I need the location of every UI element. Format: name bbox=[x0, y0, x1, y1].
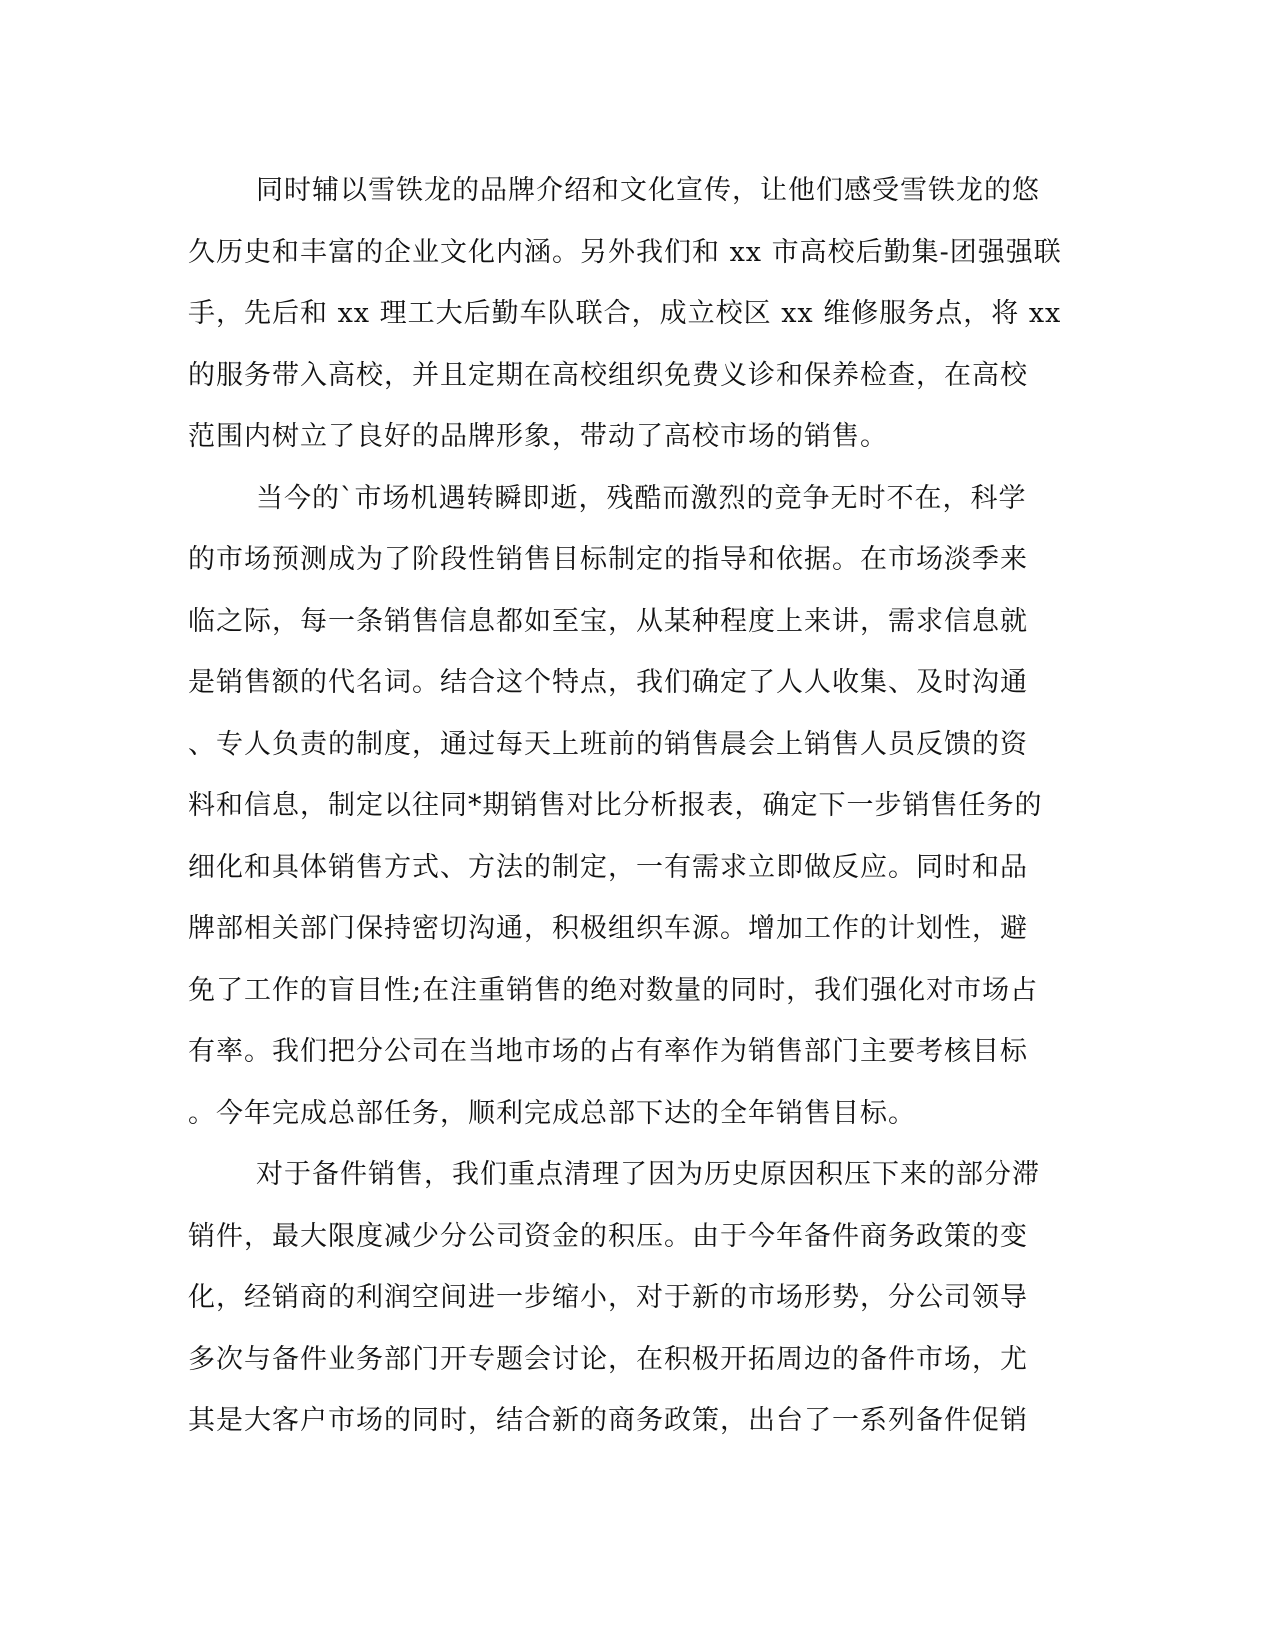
text-line: 手，先后和 xx 理工大后勤车队联合，成立校区 xx 维修服务点，将 xx bbox=[188, 298, 1062, 329]
text-line: 的市场预测成为了阶段性销售目标制定的指导和依据。在市场淡季来 bbox=[188, 544, 1028, 575]
text-line: 销件，最大限度减少分公司资金的积压。由于今年备件商务政策的变 bbox=[188, 1220, 1028, 1252]
text-line: 同时辅以雪铁龙的品牌介绍和文化宣传，让他们感受雪铁龙的悠 bbox=[256, 175, 1040, 206]
text-line: 料和信息，制定以往同*期销售对比分析报表，确定下一步销售任务的 bbox=[188, 790, 1043, 821]
text-line: 。今年完成总部任务，顺利完成总部下达的全年销售目标。 bbox=[188, 1097, 916, 1129]
text-line: 化，经销商的利润空间进一步缩小，对于新的市场形势，分公司领导 bbox=[188, 1282, 1028, 1313]
text-line: 对于备件销售，我们重点清理了因为历史原因积压下来的部分滞 bbox=[256, 1159, 1040, 1190]
paragraph-1 bbox=[188, 160, 1062, 468]
text-line: 免了工作的盲目性;在注重销售的绝对数量的同时，我们强化对市场占 bbox=[188, 974, 1039, 1006]
text-line: 的服务带入高校，并且定期在高校组织免费义诊和保养检查，在高校 bbox=[188, 359, 1028, 391]
text-line: 其是大客户市场的同时，结合新的商务政策，出台了一系列备件促销 bbox=[188, 1405, 1028, 1436]
text-line: 是销售额的代名词。结合这个特点，我们确定了人人收集、及时沟通 bbox=[188, 667, 1028, 698]
text-line: 、专人负责的制度，通过每天上班前的销售晨会上销售人员反馈的资 bbox=[188, 728, 1028, 760]
text-line: 当今的`市场机遇转瞬即逝，残酷而激烈的竞争无时不在，科学 bbox=[256, 482, 1027, 514]
text-line: 久历史和丰富的企业文化内涵。另外我们和 xx 市高校后勤集-团强强联 bbox=[188, 236, 1062, 268]
paragraph-3 bbox=[188, 1144, 1058, 1452]
text-line: 多次与备件业务部门开专题会讨论，在积极开拓周边的备件市场，尤 bbox=[188, 1343, 1028, 1375]
text-line: 范围内树立了良好的品牌形象，带动了高校市场的销售。 bbox=[188, 421, 888, 452]
text-line: 临之际，每一条销售信息都如至宝，从某种程度上来讲，需求信息就 bbox=[188, 605, 1028, 637]
text-line: 牌部相关部门保持密切沟通，积极组织车源。增加工作的计划性，避 bbox=[188, 913, 1028, 944]
document-body bbox=[188, 160, 1062, 1452]
paragraph-2 bbox=[188, 468, 1058, 1145]
text-line: 细化和具体销售方式、方法的制定，一有需求立即做反应。同时和品 bbox=[188, 851, 1028, 883]
text-line: 有率。我们把分公司在当地市场的占有率作为销售部门主要考核目标 bbox=[188, 1036, 1028, 1067]
